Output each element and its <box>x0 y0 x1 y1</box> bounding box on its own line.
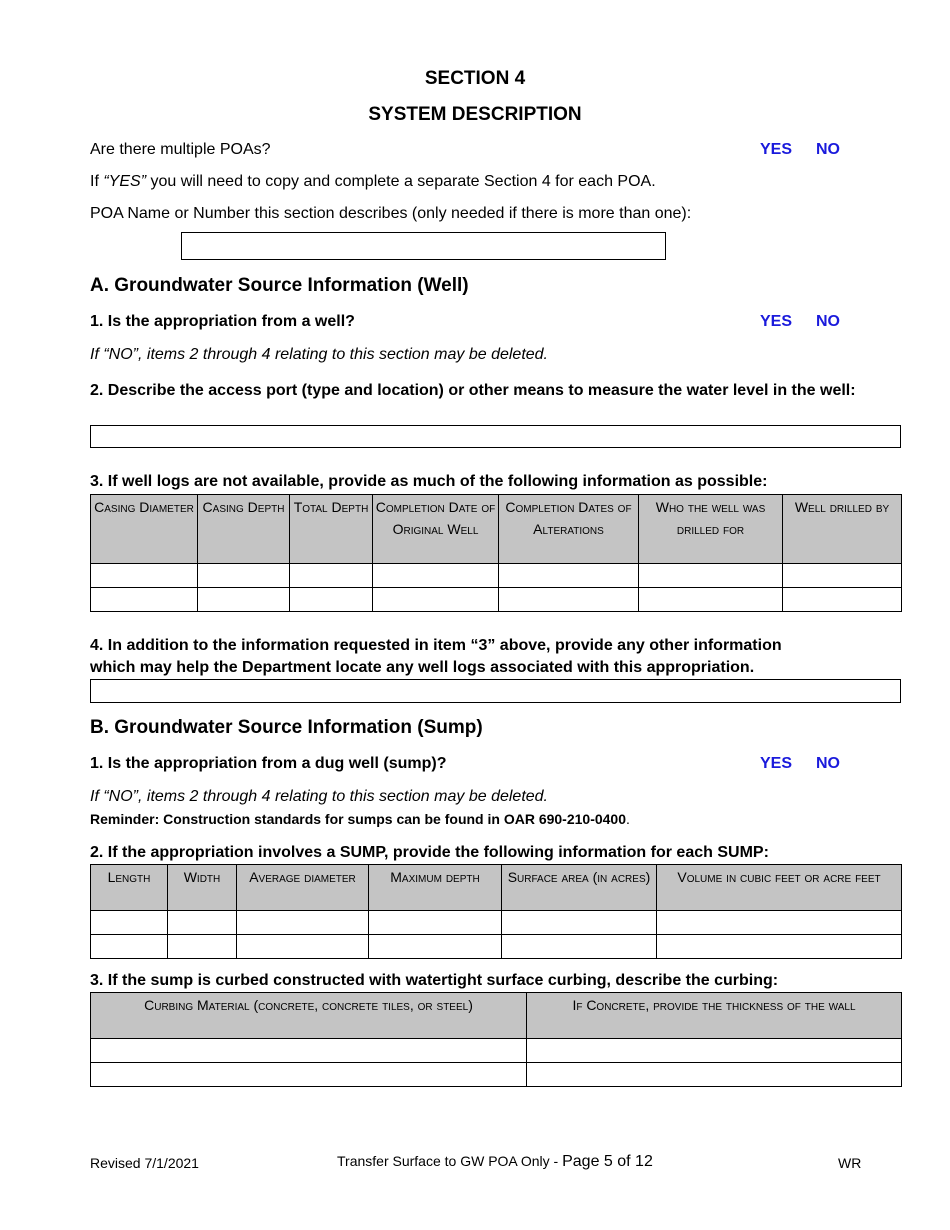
table-row <box>91 564 902 588</box>
footer-code: WR <box>838 1155 862 1171</box>
table-cell[interactable] <box>237 935 369 959</box>
table-cell[interactable] <box>639 564 783 588</box>
footer-center <box>337 1153 653 1171</box>
header-surface-area: Surface area (in acres) <box>502 865 657 911</box>
header-average-diameter: Average diameter <box>237 865 369 911</box>
copy-prefix: If <box>90 173 104 190</box>
reminder-period: . <box>626 811 630 827</box>
table-row <box>91 1039 902 1063</box>
reminder-text: Reminder: Construction standards for sumps can be found in OAR 690-210-0400 <box>90 811 626 827</box>
table-cell[interactable] <box>290 588 373 612</box>
header-casing-depth: Casing Depth <box>198 495 290 564</box>
reminder-line <box>90 811 630 827</box>
table-row <box>91 911 902 935</box>
header-wall-thickness: If Concrete, provide the thickness of the wall <box>527 993 902 1039</box>
table-cell[interactable] <box>168 911 237 935</box>
table-cell[interactable] <box>373 564 499 588</box>
table-cell[interactable] <box>783 588 902 612</box>
part-a-q1: 1. Is the appropriation from a well? <box>90 313 355 330</box>
access-port-field[interactable] <box>90 425 901 448</box>
header-total-depth: Total Depth <box>290 495 373 564</box>
table-cell[interactable] <box>502 935 657 959</box>
footer-revised: Revised 7/1/2021 <box>90 1155 199 1171</box>
well-yes[interactable]: YES <box>760 313 793 330</box>
part-a-q4: 4. In addition to the information requested in item “3” above, provide any other information which may help the Department locate any well logs associated with this appropriation. <box>90 637 782 676</box>
poa-name-field[interactable] <box>181 232 666 260</box>
well-no[interactable]: NO <box>816 313 840 330</box>
table-cell[interactable] <box>499 588 639 612</box>
multiple-poas-question: Are there multiple POAs? <box>90 141 271 158</box>
table-cell[interactable] <box>657 911 902 935</box>
table-row <box>91 588 902 612</box>
poa-name-label: POA Name or Number this section describes (only needed if there is more than one): <box>90 205 692 222</box>
well-info-table <box>90 494 902 612</box>
copy-rest: you will need to copy and complete a separate Section 4 for each POA. <box>146 173 656 190</box>
part-a-q3: 3. If well logs are not available, provide as much of the following information as possible: <box>90 473 768 490</box>
footer-page-number: Page 5 of 12 <box>562 1153 653 1170</box>
header-completion-alterations: Completion Dates of Alterations <box>499 495 639 564</box>
table-cell[interactable] <box>527 1063 902 1087</box>
table-cell[interactable] <box>369 911 502 935</box>
table-cell[interactable] <box>237 911 369 935</box>
table-cell[interactable] <box>657 935 902 959</box>
header-width: Width <box>168 865 237 911</box>
part-a-q1-note: If “NO”, items 2 through 4 relating to this section may be deleted. <box>90 346 548 363</box>
part-b-q1-note: If “NO”, items 2 through 4 relating to this section may be deleted. <box>90 788 548 805</box>
header-drilled-for: Who the well was drilled for <box>639 495 783 564</box>
part-a-q2: 2. Describe the access port (type and location) or other means to measure the water level in the well: <box>90 382 856 399</box>
table-cell[interactable] <box>369 935 502 959</box>
table-cell[interactable] <box>373 588 499 612</box>
sump-yes[interactable]: YES <box>760 755 793 772</box>
table-cell[interactable] <box>91 564 198 588</box>
curbing-header-row <box>91 993 902 1039</box>
header-drilled-by: Well drilled by <box>783 495 902 564</box>
table-cell[interactable] <box>499 564 639 588</box>
copy-instruction <box>90 173 656 191</box>
well-logs-info-field[interactable] <box>90 679 901 703</box>
table-cell[interactable] <box>639 588 783 612</box>
curbing-table <box>90 992 902 1087</box>
header-maximum-depth: Maximum depth <box>369 865 502 911</box>
sump-info-table <box>90 864 902 959</box>
header-curbing-material: Curbing Material (concrete, concrete tiles, or steel) <box>91 993 527 1039</box>
copy-yes-italic: “YES” <box>103 173 147 190</box>
table-cell[interactable] <box>168 935 237 959</box>
sump-no[interactable]: NO <box>816 755 840 772</box>
table-cell[interactable] <box>91 935 168 959</box>
table-cell[interactable] <box>290 564 373 588</box>
part-a-heading: A. Groundwater Source Information (Well) <box>90 275 469 296</box>
table-cell[interactable] <box>198 588 290 612</box>
part-b-q2: 2. If the appropriation involves a SUMP, provide the following information for each SUMP: <box>90 844 769 861</box>
table-cell[interactable] <box>91 1063 527 1087</box>
well-info-header-row <box>91 495 902 564</box>
header-length: Length <box>91 865 168 911</box>
table-cell[interactable] <box>91 1039 527 1063</box>
table-row <box>91 1063 902 1087</box>
table-cell[interactable] <box>91 588 198 612</box>
table-cell[interactable] <box>198 564 290 588</box>
table-cell[interactable] <box>783 564 902 588</box>
section-number: SECTION 4 <box>424 68 526 89</box>
table-cell[interactable] <box>502 911 657 935</box>
section-title: SYSTEM DESCRIPTION <box>368 104 582 125</box>
table-cell[interactable] <box>527 1039 902 1063</box>
table-cell[interactable] <box>91 911 168 935</box>
multiple-poas-yes[interactable]: YES <box>760 141 793 158</box>
multiple-poas-no[interactable]: NO <box>816 141 840 158</box>
header-completion-original: Completion Date of Original Well <box>373 495 499 564</box>
part-b-q3: 3. If the sump is curbed constructed with watertight surface curbing, describe the curbing: <box>90 972 779 989</box>
sump-info-header-row <box>91 865 902 911</box>
header-volume: Volume in cubic feet or acre feet <box>657 865 902 911</box>
table-row <box>91 935 902 959</box>
header-casing-diameter: Casing Diameter <box>91 495 198 564</box>
footer-form-name: Transfer Surface to GW POA Only - <box>337 1153 563 1169</box>
part-b-q1: 1. Is the appropriation from a dug well (sump)? <box>90 755 447 772</box>
part-b-heading: B. Groundwater Source Information (Sump) <box>90 717 483 738</box>
